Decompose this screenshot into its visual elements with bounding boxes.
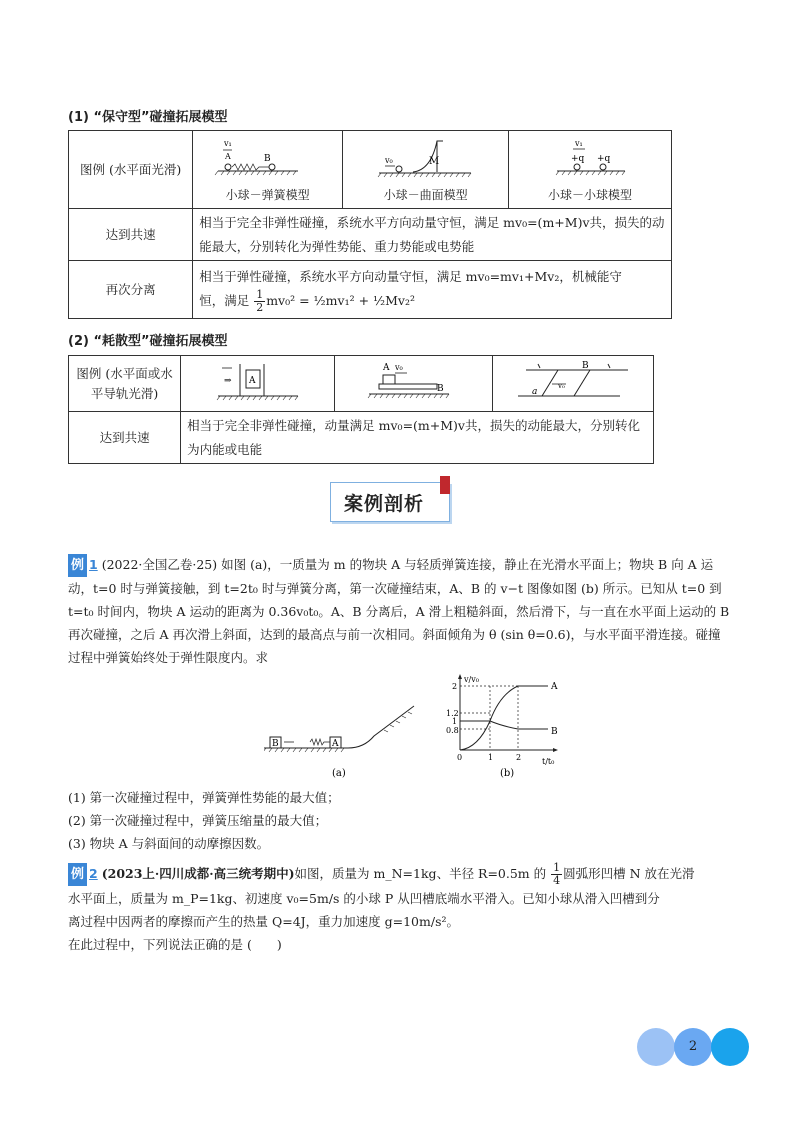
svg-text:B: B bbox=[263, 153, 271, 164]
example1-tag: 例 bbox=[68, 554, 87, 577]
question-3: (3) 物块 A 与斜面间的动摩擦因数。 bbox=[68, 836, 270, 851]
section-banner bbox=[330, 482, 450, 522]
curve-B bbox=[460, 721, 548, 729]
legend-label: 图例 (水平面光滑) bbox=[69, 131, 193, 209]
y-tick-2: 2 bbox=[452, 682, 458, 691]
ball-ball-caption: 小球－小球模型 bbox=[548, 187, 633, 202]
ball-curve-figure bbox=[351, 137, 501, 183]
example2-number: 2 bbox=[89, 866, 98, 881]
separate-label: 再次分离 bbox=[69, 261, 193, 319]
curve-B-label: B bbox=[551, 727, 558, 737]
svg-text:v₀: v₀ bbox=[394, 363, 403, 372]
svg-text:+q: +q bbox=[571, 153, 585, 164]
example2-text: 例 2 (2023上·四川成都·高三统考期中)如图，质量为 m_N=1kg、半径 R=0.5m 的 $\frac{1}{4}$ 圆弧形凹槽 N 放在光滑 水平面上，质量为 m_P=1kg、初速度 v₀=5m/s 的小球 P 从凹槽底端水平滑入。已知小球从滑入凹槽到分 离过程中因两者的摩擦而产生的热量 Q=4J，重力加速度 g=10m/s²。 在此过程中，下列说法正确的是 ( ) bbox=[68, 861, 695, 952]
svg-text:⇒: ⇒ bbox=[223, 376, 232, 386]
svg-text:B: B bbox=[272, 739, 279, 749]
question-2: (2) 第一次碰撞过程中，弹簧压缩量的最大值； bbox=[68, 813, 328, 828]
figure-b-graph bbox=[438, 672, 568, 780]
example1-number: 1 bbox=[89, 557, 98, 572]
ball-spring-model bbox=[193, 131, 343, 209]
ball-curve-model bbox=[343, 131, 509, 209]
svg-text:B: B bbox=[582, 361, 589, 371]
svg-text:a: a bbox=[532, 387, 538, 397]
y-tick-0-8: 0.8 bbox=[446, 726, 459, 735]
block-rail-figure-cell bbox=[181, 356, 335, 412]
example2-tag: 例 bbox=[68, 863, 87, 886]
svg-text:B: B bbox=[436, 384, 444, 394]
svg-text:A: A bbox=[224, 151, 231, 161]
x-tick-1: 1 bbox=[488, 753, 494, 762]
banner-red-tab bbox=[440, 476, 450, 494]
rail-rod-figure-cell bbox=[493, 356, 654, 412]
ball-spring-caption: 小球－弹簧模型 bbox=[225, 187, 310, 202]
common-velocity-text: 相当于完全非弹性碰撞，系统水平方向动量守恒，满足 mv₀=(m+M)v共，损失的动能最大，分别转化为弹性势能、重力势能或电势能 bbox=[193, 209, 672, 261]
common-velocity-text-2: 相当于完全非弹性碰撞，动量满足 mv₀=(m+M)v共，损失的动能最大，分别转化为内能或电能 bbox=[181, 412, 654, 464]
question-1: (1) 第一次碰撞过程中，弹簧弹性势能的最大值； bbox=[68, 790, 340, 805]
example2-source: (2023上·四川成都·高三统考期中) bbox=[101, 866, 295, 881]
axis-x-label: t/t₀ bbox=[542, 757, 555, 766]
rail-rod-figure bbox=[498, 358, 648, 406]
dissipative-collision-table bbox=[68, 355, 654, 464]
section2-heading: (2) “耗散型”碰撞拓展模型 bbox=[68, 334, 228, 349]
y-tick-1: 1 bbox=[452, 717, 458, 726]
figure-a bbox=[264, 704, 424, 780]
svg-text:A: A bbox=[248, 376, 256, 386]
svg-text:A: A bbox=[332, 739, 339, 749]
svg-text:v₁: v₁ bbox=[223, 138, 232, 148]
block-board-figure bbox=[339, 358, 489, 406]
figure-b-caption: (b) bbox=[500, 768, 515, 779]
svg-text:M: M bbox=[428, 155, 439, 167]
figure-a-caption: (a) bbox=[332, 768, 346, 779]
separate-equation: mv₀² = ½mv₁² + ½Mv₂² bbox=[266, 292, 416, 308]
conservative-collision-table bbox=[68, 130, 672, 319]
common-velocity-label: 达到共速 bbox=[69, 209, 193, 261]
ball-curve-caption: 小球－曲面模型 bbox=[383, 187, 468, 202]
ball-ball-model bbox=[509, 131, 672, 209]
ball-ball-figure bbox=[515, 137, 665, 183]
block-rail-figure bbox=[188, 358, 328, 406]
separate-text: 相当于弹性碰撞，系统水平方向动量守恒，满足 mv₀=mv₁+Mv₂，机械能守 恒，满足 $\frac{1}{2}$ mv₀² = ½mv₁² + ½Mv₂² bbox=[193, 261, 672, 319]
svg-text:+q: +q bbox=[597, 153, 611, 164]
page-decor-circle-left bbox=[637, 1028, 675, 1066]
ball-spring-figure bbox=[198, 137, 338, 183]
section1-heading: (1) “保守型”碰撞拓展模型 bbox=[68, 110, 228, 125]
example1-text: 例 1 (2022·全国乙卷·25) 如图 (a)，一质量为 m 的物块 A 与轻质弹簧连接，静止在光滑水平面上；物块 B 向 A 运动，t=0 时与弹簧接触，到 t=2t₀ 时与弹簧分离，第一次碰撞结束，A、B 的 v−t 图像如图 (b) 所示。已知从 t=0 到 t=t₀ 时间内，物块 A 运动的距离为 0.36v₀t₀。A、B 分离后，A 滑上粗糙斜面，然后滑下，与一直在水平面上运动的 B 再次碰撞，之后 A 再次滑上斜面，达到的最高点与前一次相同。斜面倾角为 θ (sin θ=0.6)，与水平面平滑连接。碰撞过程中弹簧始终处于弹性限度内。求 bbox=[68, 553, 730, 669]
axis-y-label: v/v₀ bbox=[464, 675, 479, 684]
block-board-figure-cell bbox=[335, 356, 493, 412]
example1-questions bbox=[68, 786, 340, 855]
y-tick-1-2: 1.2 bbox=[446, 709, 459, 718]
legend-label-2: 图例 (水平面或水平导轨光滑) bbox=[69, 356, 181, 412]
banner-title: 案例剖析 bbox=[344, 493, 425, 515]
x-tick-2: 2 bbox=[516, 753, 522, 762]
svg-text:v₁: v₁ bbox=[575, 138, 583, 148]
svg-text:v₀: v₀ bbox=[558, 382, 565, 390]
page-number: 2 bbox=[674, 1028, 712, 1066]
x-tick-0: 0 bbox=[457, 753, 463, 762]
curve-A-label: A bbox=[551, 682, 558, 692]
svg-text:v₀: v₀ bbox=[384, 155, 393, 165]
curve-A bbox=[460, 686, 548, 750]
page-decor-circle-right bbox=[711, 1028, 749, 1066]
common-velocity-label-2: 达到共速 bbox=[69, 412, 181, 464]
svg-text:A: A bbox=[382, 363, 390, 373]
